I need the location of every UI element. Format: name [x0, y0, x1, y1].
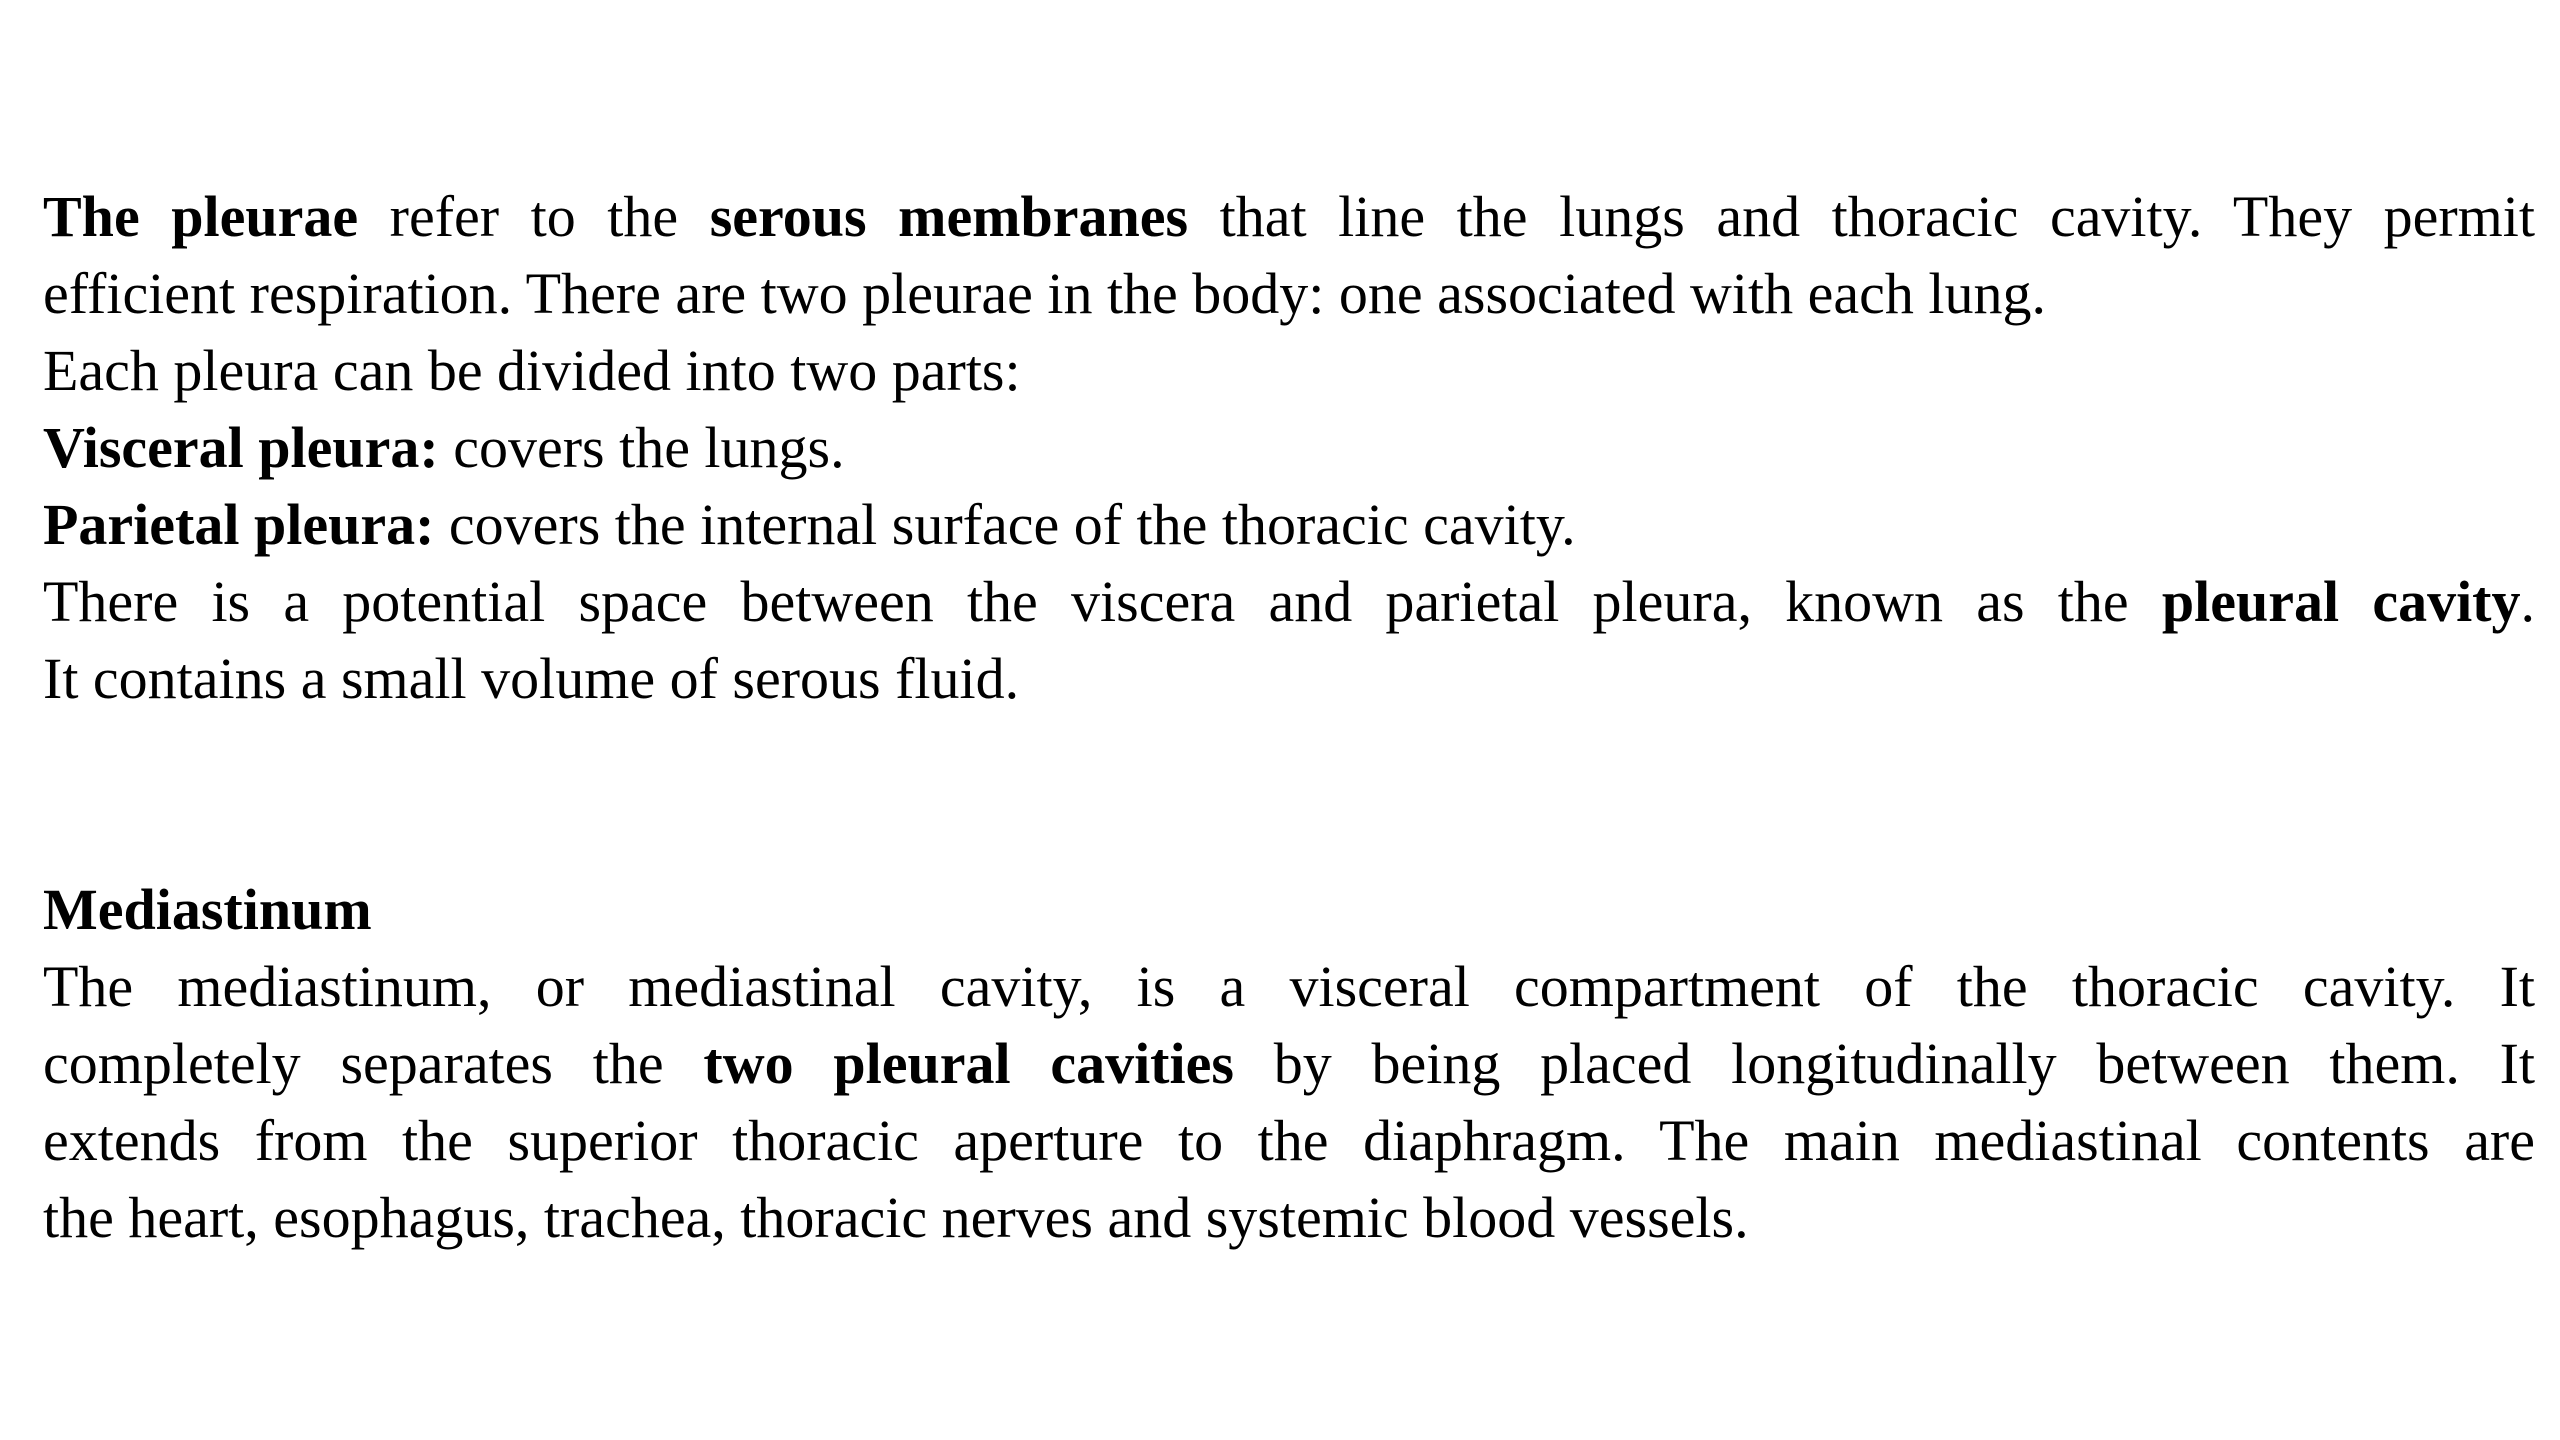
text-span: . — [2520, 569, 2535, 634]
text-span: by being placed longitudinally between them. It — [1233, 1031, 2536, 1096]
mediastinum-line-2 — [43, 1025, 2535, 1102]
mediastinum-line-4: the heart, esophagus, trachea, thoracic nerves and systemic blood vessels. — [43, 1185, 1749, 1250]
mediastinum-line-3: extends from the superior thoracic aperture to the diaphragm. The main mediastinal contents are — [43, 1108, 2535, 1173]
text-span: refer to the — [358, 184, 710, 249]
visceral-pleura-item — [43, 409, 2535, 486]
mediastinum-section — [43, 871, 2535, 1256]
mediastinum-line-1: The mediastinum, or mediastinal cavity, is a visceral compartment of the thoracic cavity. It — [43, 954, 2535, 1019]
text-span: There is a potential space between the viscera and parietal pleura, known as the — [43, 569, 2162, 634]
mediastinum-heading: Mediastinum — [43, 877, 372, 942]
pleurae-intro-line-1 — [43, 178, 2535, 255]
pleural-cavity-line-2: It contains a small volume of serous fluid. — [43, 646, 1020, 711]
pleura-parts-intro: Each pleura can be divided into two parts: — [43, 338, 1021, 403]
term-the-pleurae: The pleurae — [43, 184, 359, 249]
text-span: completely separates the — [43, 1031, 704, 1096]
section-spacer — [43, 717, 2535, 871]
pleural-cavity-line-1 — [43, 563, 2535, 640]
term-visceral-pleura: Visceral pleura: — [43, 415, 439, 480]
document-body — [43, 178, 2535, 1256]
text-span: covers the internal surface of the thoracic cavity. — [434, 492, 1576, 557]
term-serous-membranes: serous membranes — [709, 184, 1189, 249]
term-two-pleural-cavities: two pleural cavities — [703, 1031, 1234, 1096]
pleurae-intro-line-2: efficient respiration. There are two pleurae in the body: one associated with each lung. — [43, 261, 2046, 326]
term-pleural-cavity: pleural cavity — [2161, 569, 2521, 634]
parietal-pleura-item — [43, 486, 2535, 563]
term-parietal-pleura: Parietal pleura: — [43, 492, 435, 557]
text-span: that line the lungs and thoracic cavity. They permit — [1188, 184, 2536, 249]
pleurae-section — [43, 178, 2535, 717]
text-span: covers the lungs. — [438, 415, 845, 480]
